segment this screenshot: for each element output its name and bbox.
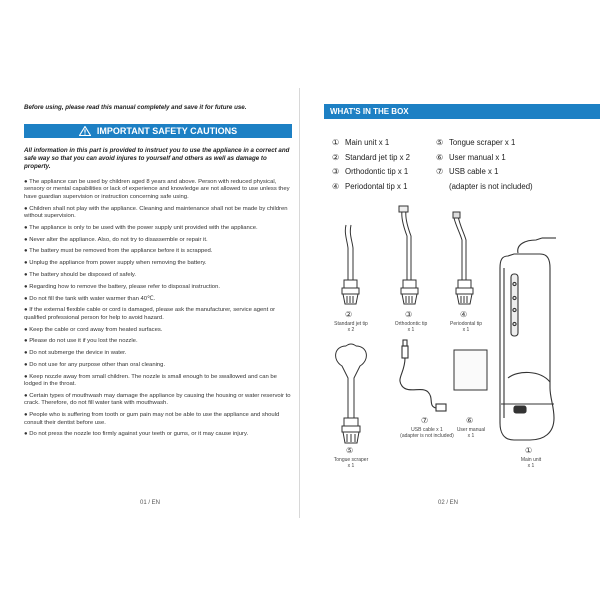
list-item: ● If the external flexible cable or cord is damaged, please ask the manufacturer, service agent or qualified professional person for help to avoid hazard.	[24, 307, 276, 321]
list-item: ⑦ USB cable x 1	[436, 167, 499, 177]
list-item: ● Children shall not play with the appliance. Cleaning and maintenance shall not be made by children without supervision.	[24, 205, 288, 220]
page-number-right: 02 / EN	[438, 500, 459, 506]
orthodontic-tip-drawing	[399, 206, 418, 304]
list-item: ● Unplug the appliance from power supply when removing the battery.	[24, 260, 207, 267]
item-number-1: ①	[525, 446, 533, 455]
list-item: ● The battery should be disposed of safely.	[24, 272, 137, 278]
page-number-left: 01 / EN	[140, 500, 161, 506]
main-unit-drawing	[500, 238, 556, 440]
list-item: (adapter is not included)	[449, 181, 533, 191]
caption-orthodontic-tip: Orthodontic tip x 1	[394, 321, 428, 333]
intro-text: Before using, please read this manual completely and save it for future use.	[24, 104, 247, 111]
item-number-7: ⑦	[421, 416, 429, 425]
right-page	[304, 88, 596, 518]
list-item: ● The appliance can be used by children aged 8 years and above. Person with reduced physical, sensory or mental capabilities or lack of experience and knowledge are not allowed to use unless they have guardian supervision or instruction concerning safe using.	[24, 179, 290, 200]
usb-cable-drawing	[400, 340, 446, 411]
list-item: ● Do not press the nozzle too firmly against your teeth or gums, or it may cause injury.	[24, 431, 249, 438]
list-item: ● The appliance is only to be used with the power supply unit provided with the appliance.	[24, 224, 258, 231]
list-item: ● Keep the cable or cord away from heated surfaces.	[24, 326, 163, 333]
list-item: ● Please do not use it if you lost the nozzle.	[24, 338, 138, 345]
list-item: ① Main unit x 1	[332, 138, 390, 147]
user-manual-drawing	[454, 350, 487, 390]
caption-periodontal-tip: Periodontal tip x 1	[450, 321, 482, 333]
safety-cautions-header	[24, 124, 292, 138]
caption-main-unit: Main unit x 1	[520, 457, 542, 469]
list-item: ● Regarding how to remove the battery, please refer to disposal instruction.	[24, 283, 220, 290]
safety-bullet-list	[24, 179, 296, 443]
list-item: ③ Orthodontic tip x 1	[332, 167, 409, 177]
item-number-6: ⑥	[466, 416, 474, 425]
item-number-3: ③	[405, 310, 413, 319]
caption-usb-cable: USB cable x 1 (adapter is not included)	[400, 427, 454, 439]
list-item: ● Do not use for any purpose other than oral cleaning.	[24, 361, 166, 368]
list-item: ● Do not fill the tank with water warmer than 40℃.	[24, 295, 156, 302]
item-number-2: ②	[345, 310, 353, 319]
caption-tongue-scraper: Tongue scraper x 1	[333, 457, 369, 469]
list-item: ● People who is suffering from tooth or gum pain may not be able to use the appliance and should consult their dentist before use.	[24, 412, 280, 426]
list-item: ● Keep nozzle away from small children. The nozzle is small enough to be swallowed and can be lodged in the throat.	[24, 373, 277, 388]
periodontal-tip-drawing	[453, 212, 473, 304]
caption-user-manual: User manual x 1	[456, 427, 486, 439]
list-item: ② Standard jet tip x 2	[332, 152, 411, 162]
page-divider	[299, 88, 300, 518]
list-item: ● Do not submerge the device in water.	[24, 350, 127, 357]
left-page	[4, 88, 296, 518]
item-number-5: ⑤	[346, 446, 354, 455]
list-item: ● The battery must be removed from the appliance before it is scrapped.	[24, 248, 213, 255]
standard-jet-tip-drawing	[342, 225, 359, 304]
warning-icon	[79, 126, 91, 136]
tongue-scraper-drawing	[336, 344, 367, 443]
caution-lead-text: All information in this part is provided to instruct you to use the appliance in a correct and safe way so that you can avoid injures to yourself and others as well as damage to property.	[24, 147, 290, 170]
safety-cautions-title: IMPORTANT SAFETY CAUTIONS	[96, 126, 238, 136]
whats-in-the-box-title: WHAT'S IN THE BOX	[330, 107, 409, 116]
list-item: ④ Periodontal tip x 1	[332, 181, 408, 191]
item-number-4: ④	[460, 310, 468, 319]
list-item: ● Never alter the appliance. Also, do not try to disassemble or repair it.	[24, 236, 208, 243]
caption-standard-jet-tip: Standard jet tip x 2	[334, 321, 368, 333]
list-item: ● Certain types of mouthwash may damage the appliance by causing the housing or water reservoir to crack. Therefore, do not fill water tank with mouthwash.	[24, 392, 291, 407]
list-item: ⑤ Tongue scraper x 1	[436, 138, 516, 147]
list-item: ⑥ User manual x 1	[436, 152, 506, 162]
